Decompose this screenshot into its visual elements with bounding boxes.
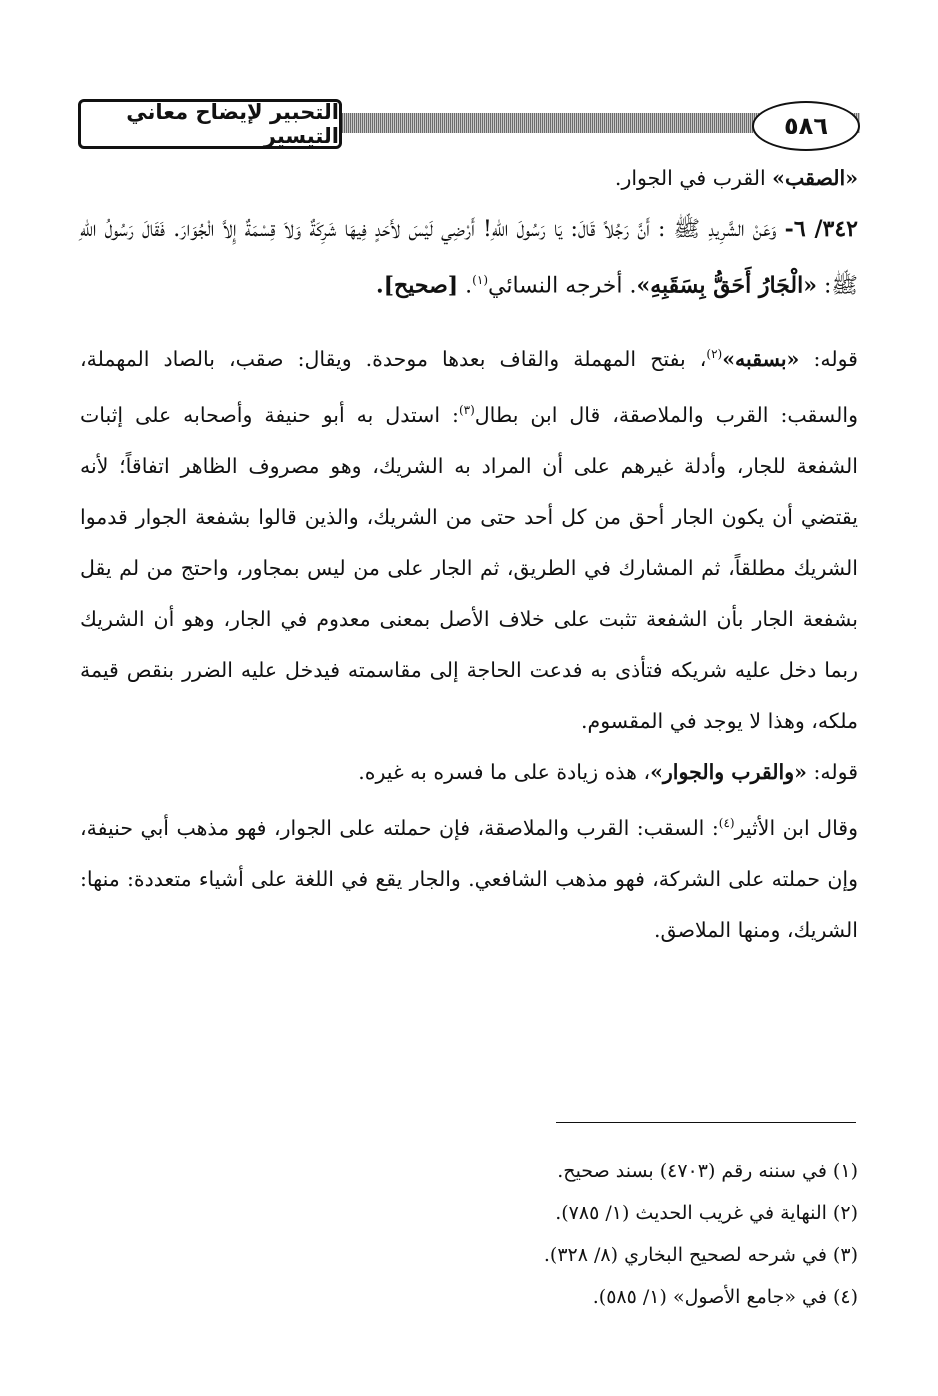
footnote-ref-4: (٤) [718,815,735,830]
footnote-ref-2: (٢) [706,347,723,362]
book-title: التحبير لإيضاح معاني التيسير [78,99,342,149]
p1-text-b: : استدل به أبو حنيفة وأصحابه على إثبات الشفعة للجار، وأدلة غيرهم على أن المراد به الشريك، وهو مصروف الظاهر اتفاقاً؛ لأنه يقتضي أن يكون الجار أحق من كل أحد حتى من الشريك، والذين قالوا بشفعة الجوار قدموا الشريك مطلقاً، ثم المشارك في الطريق، ثم الجار على من ليس بمجاور، واحتج من لم يقل بشفعة الجار بأن الشفعة تثبت على خلاف الأصل بمعنى معدوم في الجار، وهو أن الشريك ربما دخل عليه شريكه فتأذى به فدعت الحاجة إلى مقاسمته فيدخل عليه الضرر بنقص قيمة ملكه، وهذا لا يوجد في المقسوم. [80,402,858,733]
footnote-separator [556,1122,856,1123]
commentary-paragraph-3 [80,798,858,956]
footnotes [80,1150,858,1318]
p3-lead: وقال ابن الأثير [734,815,859,840]
p2-lead: قوله: [806,759,858,784]
footnote-4: (٤) في «جامع الأصول» (١/ ٥٨٥). [592,1286,858,1308]
hadith-quote: «الْجَارُ أَحَقُّ بِسَقَبِهِ» [636,272,818,299]
p2-text: ، هذه زيادة على ما فسره به غيره. [358,759,651,784]
intro-line [80,156,858,200]
footnote-3: (٣) في شرحه لصحيح البخاري (٨/ ٣٢٨). [543,1244,858,1266]
p1-quote: «بسقبه» [722,347,800,372]
running-header [78,95,860,151]
footnote-2: (٢) النهاية في غريب الحديث (١/ ٧٨٥). [555,1202,858,1224]
hadith-paragraph: ٣٤٢/ ٦- وَعَنْ الشَّرِيدِ ﷺ : أَنَّ رَجُلاً قَالَ: يَا رَسُولَ اللهِ! أَرْضِي لَيْسَ لأَحَدٍ فِيهَا شَرِكَةٌ وَلاَ قِسْمَةٌ إِلاَّ الْجُوَارَ. فَقَالَ رَسُولُ اللهِ ﷺ: «الْجَارُ أَحَقُّ بِسَقَبِهِ». أخرجه النسائي$^{(١)}$. [صحيح]. [80,216,858,299]
page-number: ٥٨٦ [752,101,860,151]
p2-quote: «والقرب والجوار» [650,759,807,784]
hadith-after: . أخرجه النسائي [488,273,637,299]
footnote-ref-1: (١) [472,273,488,287]
footnote-1: (١) في سننه رقم (٤٧٠٣) بسند صحيح. [557,1160,858,1182]
page-body [80,156,858,956]
intro-rest: القرب في الجوار. [614,166,773,190]
p1-text-a: ، بفتح المهملة والقاف بعدها موحدة. ويقال: صقب، بالصاد المهملة، والسقب: القرب والملاصقة، قال ابن بطال [80,347,858,427]
hadith-grade: [صحيح]. [375,272,459,299]
hadith-text: وَعَنْ الشَّرِيدِ ﷺ : أَنَّ رَجُلاً قَالَ: يَا رَسُولَ اللهِ! أَرْضِي لَيْسَ لأَحَدٍ فِيهَا شَرِكَةٌ وَلاَ قِسْمَةٌ إِلاَّ الْجُوَارَ. فَقَالَ رَسُولُ اللهِ ﷺ: [80,217,858,299]
p1-lead: قوله: [799,347,858,372]
footnote-ref-3: (٣) [458,403,475,418]
commentary-paragraph-1 [80,329,858,747]
commentary-paragraph-2 [80,747,858,798]
intro-quote: «الصقب» [772,166,858,190]
hadith-number: ٣٤٢/ ٦- [784,216,858,242]
p3-text: : السقب: القرب والملاصقة، فإن حملته على الجوار، فهو مذهب أبي حنيفة، وإن حملته على الشركة، فهو مذهب الشافعي. والجار يقع في اللغة على أشياء متعددة: منها: الشريك، ومنها الملاصق. [80,815,858,942]
